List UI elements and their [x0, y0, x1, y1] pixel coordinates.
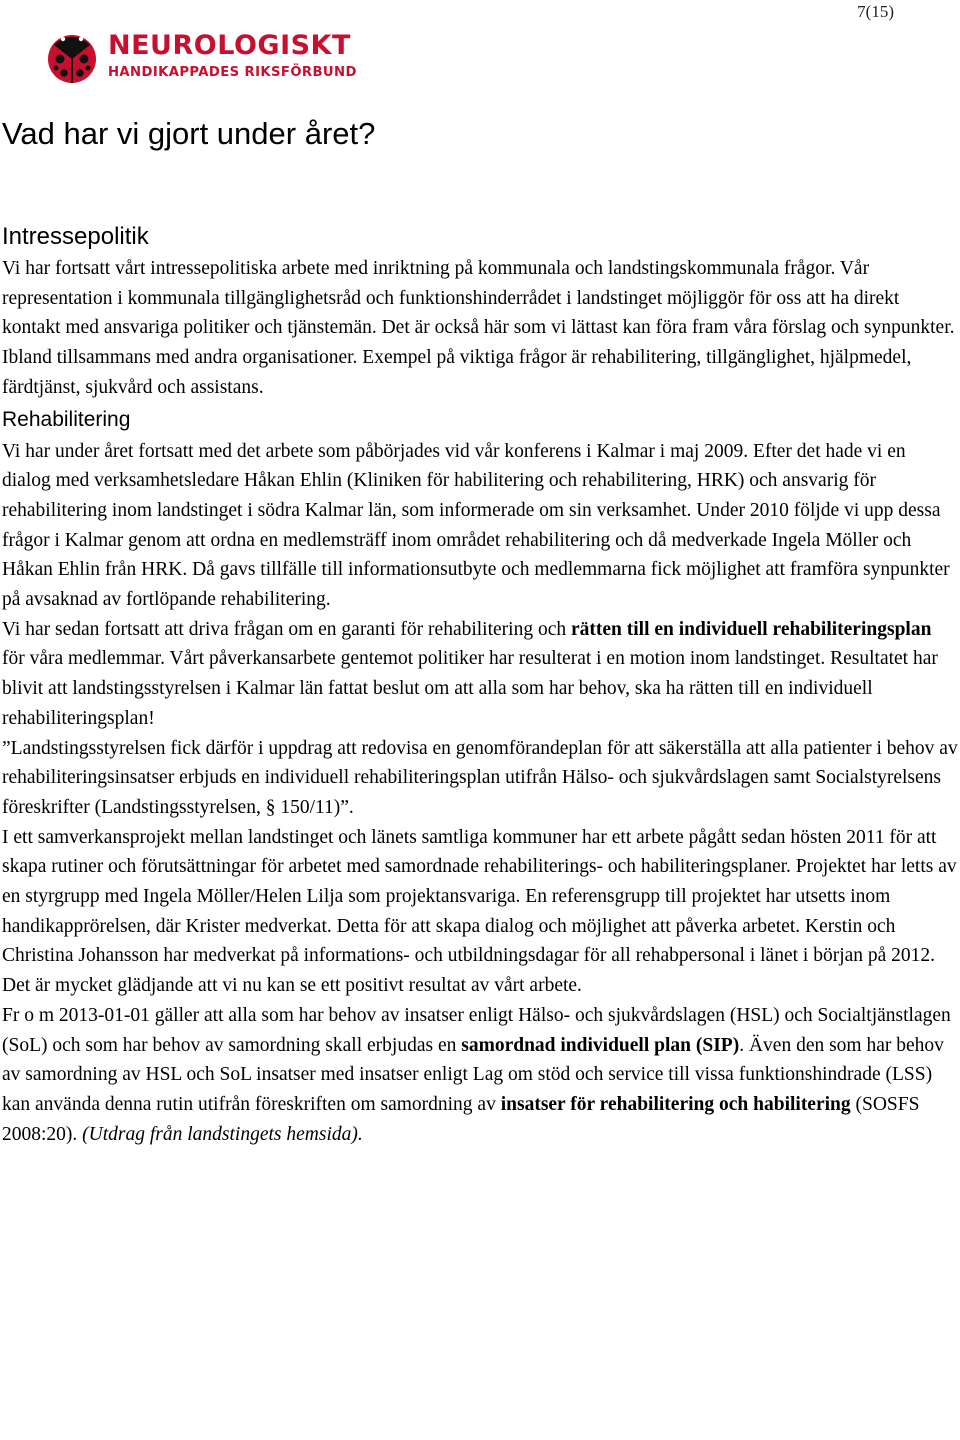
paragraph-rehab-6-text-c: (SOSFS 2008:20). [2, 1093, 920, 1145]
page-title: Vad har vi gjort under året? [2, 116, 376, 151]
logo-name: NEUROLOGISKT [108, 30, 351, 61]
paragraph-rehab-2-text-b: för våra medlemmar. Vårt påverkansarbete gentemot politiker har resulterat i en motion inom landstinget. Resultatet har blivit att landstingsstyrelsen i Kalmar län fattat beslut om att alla som har behov, ska ha rätten till en individuell rehabiliteringsplan! [2, 648, 938, 729]
paragraph-rehab-quote: ”Landstingsstyrelsen fick därför i uppdrag att redovisa en genomförandeplan för att säkerställa att alla patienter i behov av rehabiliteringsinsatser erbjuds en individuell rehabiliteringsplan utifrån Hälso- och sjukvårdslagen samt Socialstyrelsens föreskrifter (Landstingsstyrelsen, § 150/11)”. [2, 737, 958, 818]
paragraph-rehab-6-italic: (Utdrag från landstingets hemsida). [82, 1123, 363, 1145]
logo-subtitle: HANDIKAPPADES RIKSFÖRBUND [108, 65, 357, 80]
paragraph-rehab-4: I ett samverkansprojekt mellan landstinget och länets samtliga kommuner har ett arbete pågått sedan hösten 2011 för att skapa rutiner och förutsättningar för arbetet med samordnade rehabiliterings- och habiliteringsplaner. Projektet har letts av en styrgrupp med Ingela Möller/Helen Lilja som projektansvariga. En referensgrupp till projektet har utsetts inom handikapprörelsen, där Krister medverkat. Detta för att skapa dialog och möjlighet att påverka arbetet. Kerstin och Christina Johansson har medverkat på informations- och utbildningsdagar för all rehabpersonal i länet i början på 2012. [2, 826, 957, 967]
paragraph-rehab-5: Det är mycket glädjande att vi nu kan se ett positivt resultat av vårt arbete. [2, 975, 582, 997]
paragraph-rehab-6-text-b: . Även den som har behov av samordning av HSL och SoL insatser med insatser enligt Lag om stöd och service till vissa funktionshindrade (LSS) kan använda denna rutin utifrån föreskriften om samordning av [2, 1034, 944, 1115]
ladybug-icon [46, 28, 98, 84]
page-number: 7(15) [857, 2, 894, 21]
organization-logo [46, 28, 357, 84]
document-body [2, 220, 959, 1149]
paragraph-rehab-2 [2, 615, 959, 734]
paragraph-rehab-6-bold-1: samordnad individuell plan (SIP) [461, 1034, 740, 1056]
paragraph-rehab-6-text-a: Fr o m 2013-01-01 gäller att alla som har behov av insatser enligt Hälso- och sjukvårdslagen (HSL) och Socialtjänstlagen (SoL) och som har behov av samordning skall erbjudas en [2, 1004, 951, 1056]
paragraph-rehab-6 [2, 1001, 959, 1150]
section-heading-intressepolitik: Intressepolitik [2, 223, 149, 250]
paragraph-rehab-1: Vi har under året fortsatt med det arbete som påbörjades vid vår konferens i Kalmar i maj 2009. Efter det hade vi en dialog med verksamhetsledare Håkan Ehlin (Kliniken för habilitering och rehabilitering, HRK) och ansvarig för rehabilitering inom landstinget i södra Kalmar län, som informerade om sin verksamhet. Under 2010 följde vi upp dessa frågor i Kalmar genom att ordna en medlemsträff inom området rehabilitering och då medverkade Ingela Möller och Håkan Ehlin från HRK. Då gavs tillfälle till informationsutbyte och medlemmarna fick möjlighet att framföra synpunkter på avsaknad av fortlöpande rehabilitering. [2, 440, 950, 611]
paragraph-rehab-6-bold-2: insatser för rehabilitering och habilitering [500, 1093, 851, 1115]
paragraph-rehab-2-text-a: Vi har sedan fortsatt att driva frågan om en garanti för rehabilitering och [2, 618, 571, 640]
paragraph-intressepolitik: Vi har fortsatt vårt intressepolitiska arbete med inriktning på kommunala och landstingskommunala frågor. Vår representation i kommunala tillgänglighetsråd och funktionshinderrådet i landstinget möjliggör för oss att ha direkt kontakt med ansvariga politiker och tjänstemän. Det är också här som vi lättast kan föra fram våra förslag och synpunkter. Ibland tillsammans med andra organisationer. Exempel på viktiga frågor är rehabilitering, tillgänglighet, hjälpmedel, färdtjänst, sjukvård och assistans. [2, 258, 955, 398]
paragraph-rehab-2-bold: rätten till en individuell rehabiliteringsplan [571, 618, 932, 640]
section-heading-rehabilitering: Rehabilitering [2, 407, 131, 431]
